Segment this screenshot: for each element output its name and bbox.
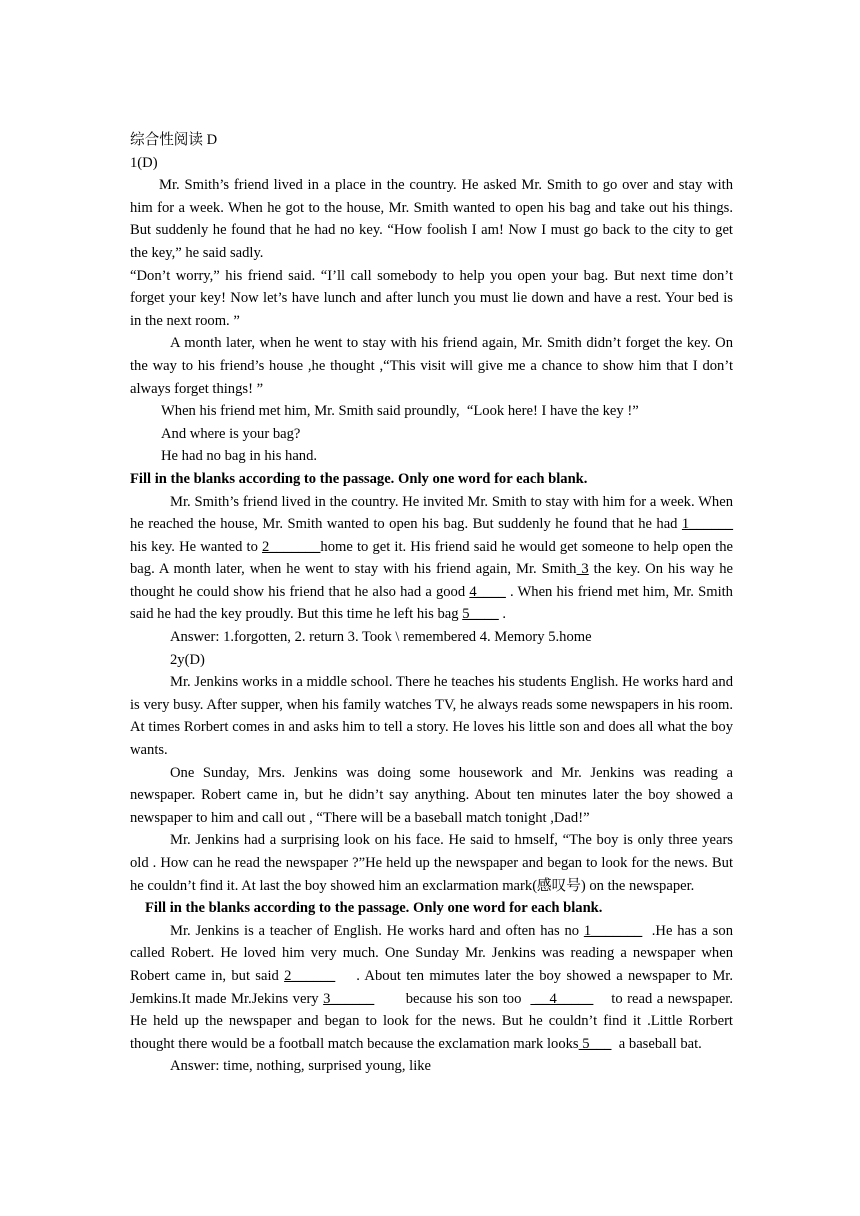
exercise-text: a baseball bat. [611,1035,702,1052]
document-heading: 综合性阅读 D [130,132,218,148]
blank-3: 3 [576,561,589,578]
exercise-text: .He has a son called Robert. He loved him very much. One Sunday Mr. Jenkins was reading a newspaper when Robert came in, but said [130,922,737,984]
section-1-label: 1(D) [130,154,158,171]
exercise-text: the key. On his way he thought he could show his friend that he also had a good [130,561,733,600]
exercise-text: to read a newspaper. He held up the newspaper and began to look for the news. But he couldn’t find it .Little Rorbert thought there would be a football match because the exclamation mark looks [130,990,737,1052]
blank-4: __4_____ [530,990,594,1007]
section-2-instruction: Fill in the blanks according to the passage. Only one word for each blank. [145,900,603,917]
section-1-exercise [130,491,733,627]
exercise-text: home to get it. His friend said he would get someone to help open the bag. A month later, when he went to stay with his friend again, Mr. Smith [130,538,733,578]
blank-1: 1______ [681,516,733,533]
exercise-text: his key. He wanted to [130,538,263,555]
section-1-paragraph-2: “Don’t worry,” his friend said. “I’ll call somebody to help you open your bag. But next time don’t forget your key! Now let’s have lunch and after lunch you must lie down and have a rest. Your bed is in the next room. ” [130,267,733,329]
section-1-answer: Answer: 1.forgotten, 2. return 3. Took \ remembered 4. Memory 5.home [170,629,592,646]
blank-3: 3______ [323,990,375,1007]
section-1-instruction: Fill in the blanks according to the passage. Only one word for each blank. [130,470,588,487]
section-1-paragraph-4: When his friend met him, Mr. Smith said proundly, “Look here! I have the key !” [161,403,639,420]
section-1-paragraph-1: Mr. Smith’s friend lived in a place in the country. He asked Mr. Smith to go over and stay with him for a week. When he got to the house, Mr. Smith wanted to open his bag and take out his things. But suddenly he found that he had no key. “How foolish I am! Now I must go back to the city to get the key,” he said sadly. [130,177,733,261]
section-1-paragraph-5: And where is your bag? [161,425,301,442]
section-2-paragraph-3: Mr. Jenkins had a surprising look on his face. He said to hmself, “The boy is only three years old . How can he read the newspaper ?”He held up the newspaper and began to look for the news. But he couldn’t find it. At last the boy showed him an exclarmation mark(感叹号) on the newspaper. [130,832,733,894]
section-1-paragraph-6: He had no bag in his hand. [161,448,318,465]
exercise-text: . When his friend met him, Mr. Smith said he had the key proudly. But this time he left his bag [130,583,733,623]
exercise-text: Mr. Jenkins is a teacher of English. He works hard and often has no [170,922,584,939]
exercise-text: Mr. Smith’s friend lived in the country. He invited Mr. Smith to stay with him for a week. When he reached the house, Mr. Smith wanted to open his bag. But suddenly he found that he had [130,493,733,533]
section-2-label: 2y(D) [170,651,205,668]
blank-5: 5___ [578,1035,612,1052]
exercise-text: . [498,606,506,623]
section-2-answer: Answer: time, nothing, surprised young, like [170,1058,432,1075]
section-2-paragraph-1: Mr. Jenkins works in a middle school. There he teaches his students English. He works hard and is very busy. After supper, when his family watches TV, he always reads some newspapers in his room. At times Rorbert comes in and asks him to tell a story. He loves his little son and does all what the boy wants. [130,674,733,759]
exercise-text: . About ten mimutes later the boy showed a newspaper to Mr. Jemkins.It made Mr.Jekins very [130,967,737,1007]
section-1-paragraph-3: A month later, when he went to stay with his friend again, Mr. Smith didn’t forget the key. On the way to his friend’s house ,he thought ,“This visit will give me a chance to show him that I don’t always forget things! ” [130,335,733,397]
blank-4: 4____ [469,583,506,600]
blank-1: 1_______ [583,922,643,939]
exercise-text: because his son too [374,990,531,1007]
section-2-paragraph-2: One Sunday, Mrs. Jenkins was doing some housework and Mr. Jenkins was reading a newspaper. Robert came in, but he didn’t say anything. About ten minutes later the boy showed a newspaper to him and call out , “There will be a baseball match tonight ,Dad!” [130,764,733,826]
document-content [130,129,737,1078]
blank-2: 2_______ [262,538,321,555]
section-2-exercise [130,920,737,1056]
blank-5: 5____ [462,606,499,623]
blank-2: 2______ [284,967,336,984]
